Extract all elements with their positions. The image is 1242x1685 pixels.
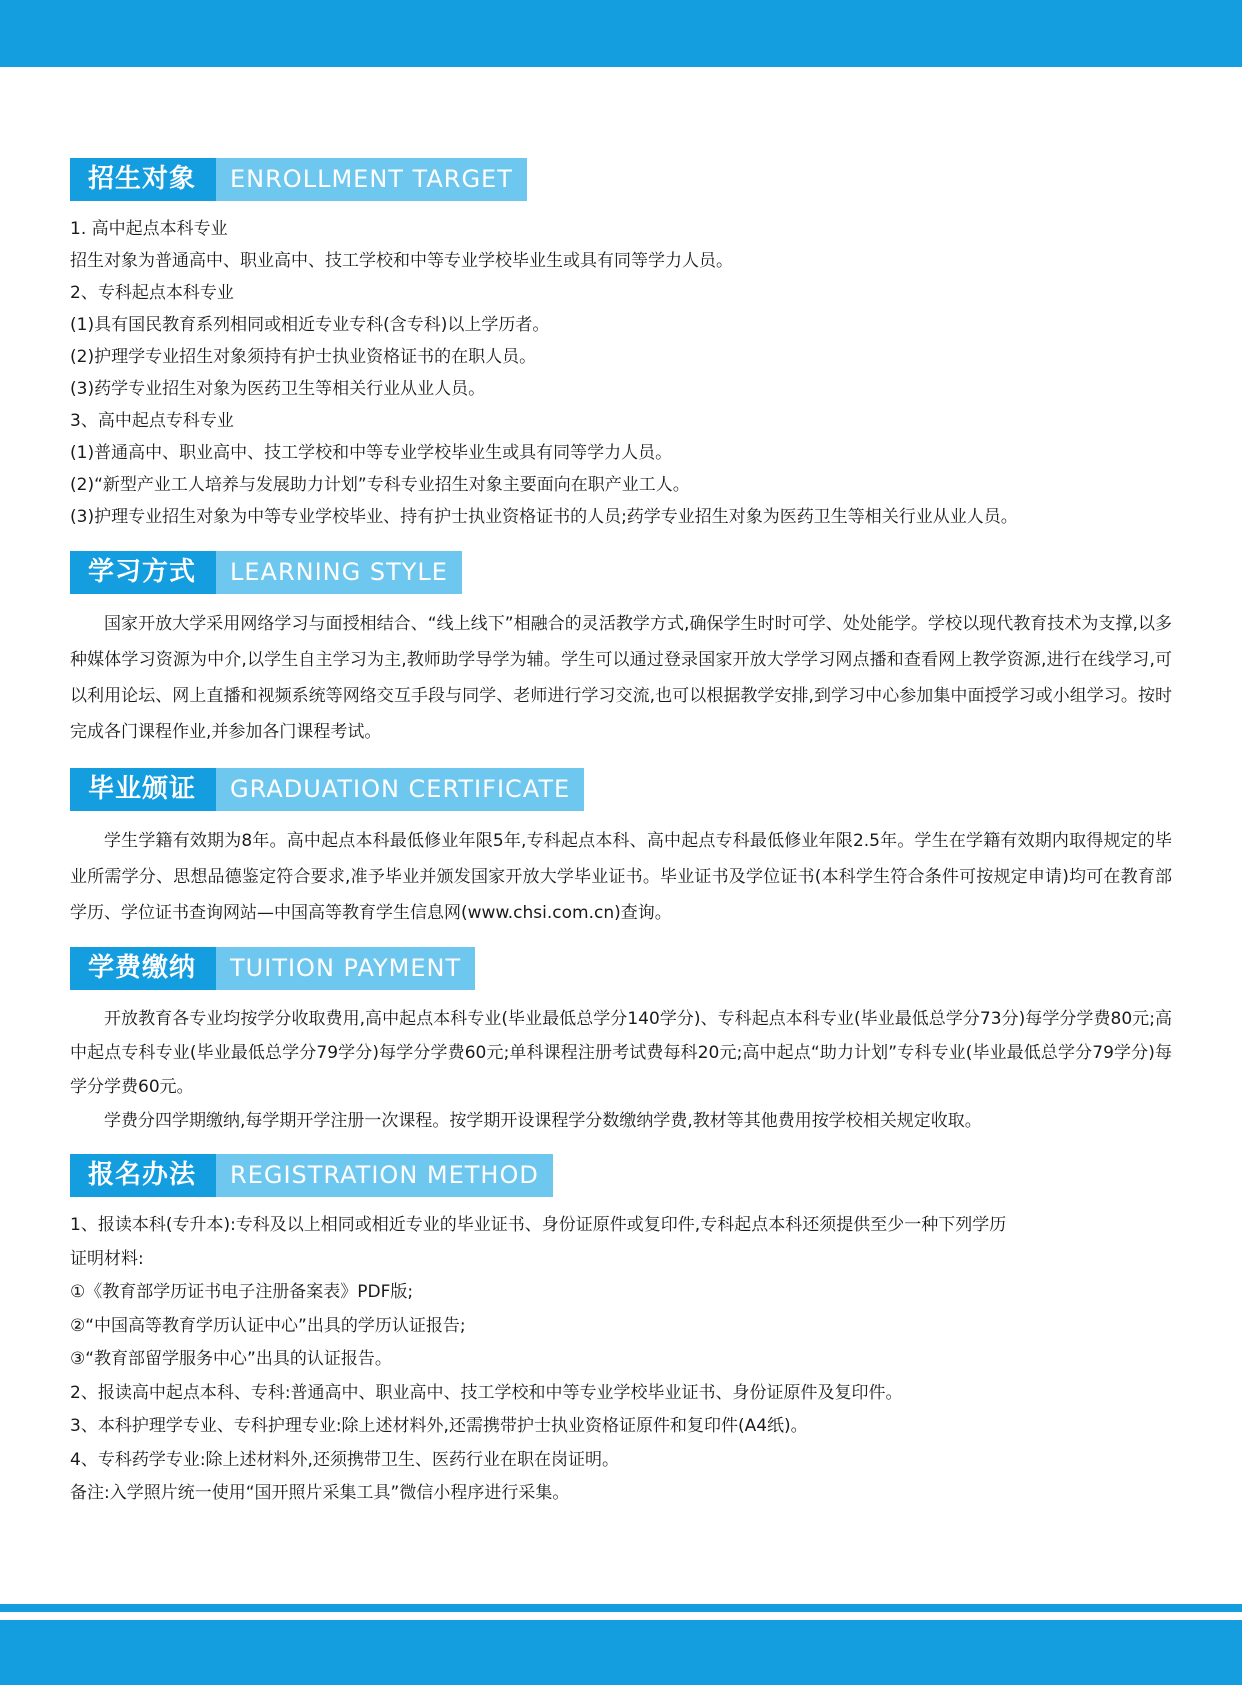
tuition-paragraph: 开放教育各专业均按学分收取费用,高中起点本科专业(毕业最低总学分140学分)、专科起点本科专业(毕业最低总学分73分)每学分学费80元;高中起点专科专业(毕业最低总学分79学分)每学分学费60元;单科课程注册考试费每科20元;高中起点“助力计划”专科专业(毕业最低总学分79学分)每学分学费60元。	[70, 1009, 1172, 1097]
top-banner	[0, 0, 1242, 67]
section-heading	[70, 1154, 1172, 1197]
heading-cn: 学费缴纳	[70, 947, 216, 990]
enroll-line: (1)普通高中、职业高中、技工学校和中等专业学校毕业生或具有同等学力人员。	[70, 443, 673, 463]
section-heading	[70, 551, 1172, 594]
section-heading	[70, 768, 1172, 811]
registration-line: ②“中国高等教育学历认证中心”出具的学历认证报告;	[70, 1315, 466, 1336]
registration-line: 1、报读本科(专升本):专科及以上相同或相近专业的毕业证书、身份证原件或复印件,专科起点本科还须提供至少一种下列学历	[70, 1215, 1007, 1235]
heading-cn: 学习方式	[70, 551, 216, 594]
registration-line: 3、本科护理学专业、专科护理专业:除上述材料外,还需携带护士执业资格证原件和复印件(A4纸)。	[70, 1416, 808, 1436]
section-registration-method	[70, 1154, 1172, 1511]
heading-cn: 招生对象	[70, 158, 216, 201]
heading-en: ENROLLMENT TARGET	[216, 158, 527, 201]
section-heading	[70, 947, 1172, 990]
section-enrollment-target	[70, 158, 1172, 533]
heading-en: GRADUATION CERTIFICATE	[216, 768, 584, 811]
graduation-paragraph: 学生学籍有效期为8年。高中起点本科最低修业年限5年,专科起点本科、高中起点专科最低修业年限2.5年。学生在学籍有效期内取得规定的毕业所需学分、思想品德鉴定符合要求,准予毕业并颁发国家开放大学毕业证书。毕业证书及学位证书(本科学生符合条件可按规定申请)均可在教育部学历、学位证书查询网站—中国高等教育学生信息网(www.chsi.com.cn)查询。	[70, 831, 1172, 923]
section-heading	[70, 158, 1172, 201]
registration-line: ③“教育部留学服务中心”出具的认证报告。	[70, 1349, 392, 1369]
enroll-line: (3)护理专业招生对象为中等专业学校毕业、持有护士执业资格证书的人员;药学专业招生对象为医药卫生等相关行业从业人员。	[70, 507, 1018, 527]
heading-cn: 报名办法	[70, 1154, 216, 1197]
registration-line: ①《教育部学历证书电子注册备案表》PDF版;	[70, 1282, 414, 1302]
enroll-line: (2)“新型产业工人培养与发展助力计划”专科专业招生对象主要面向在职产业工人。	[70, 475, 690, 495]
enroll-line: 3、高中起点专科专业	[70, 411, 234, 431]
section-graduation-certificate	[70, 768, 1172, 931]
heading-en: LEARNING STYLE	[216, 551, 462, 594]
section-tuition-payment	[70, 947, 1172, 1138]
learning-paragraph: 国家开放大学采用网络学习与面授相结合、“线上线下”相融合的灵活教学方式,确保学生时时可学、处处能学。学校以现代教育技术为支撑,以多种媒体学习资源为中介,以学生自主学习为主,教师助学导学为辅。学生可以通过登录国家开放大学学习网点播和查看网上教学资源,进行在线学习,可以利用论坛、网上直播和视频系统等网络交互手段与同学、老师进行学习交流,也可以根据教学安排,到学习中心参加集中面授学习或小组学习。按时完成各门课程作业,并参加各门课程考试。	[70, 614, 1172, 742]
registration-line: 4、专科药学专业:除上述材料外,还须携带卫生、医药行业在职在岗证明。	[70, 1449, 619, 1470]
registration-note: 备注:入学照片统一使用“国开照片采集工具”微信小程序进行采集。	[70, 1483, 570, 1503]
tuition-paragraph: 学费分四学期缴纳,每学期开学注册一次课程。按学期开设课程学分数缴纳学费,教材等其他费用按学校相关规定收取。	[104, 1111, 982, 1131]
heading-cn: 毕业颁证	[70, 768, 216, 811]
heading-en: TUITION PAYMENT	[216, 947, 475, 990]
enroll-line: 2、专科起点本科专业	[70, 283, 234, 303]
heading-en: REGISTRATION METHOD	[216, 1154, 553, 1197]
section-learning-style	[70, 551, 1172, 750]
enroll-line: (2)护理学专业招生对象须持有护士执业资格证书的在职人员。	[70, 347, 537, 367]
main-content	[70, 158, 1172, 1511]
enroll-line: 招生对象为普通高中、职业高中、技工学校和中等专业学校毕业生或具有同等学力人员。	[70, 251, 733, 271]
enroll-line: (1)具有国民教育系列相同或相近专业专科(含专科)以上学历者。	[70, 315, 550, 335]
enroll-line: (3)药学专业招生对象为医药卫生等相关行业从业人员。	[70, 379, 486, 399]
registration-line: 2、报读高中起点本科、专科:普通高中、职业高中、技工学校和中等专业学校毕业证书、身份证原件及复印件。	[70, 1382, 903, 1403]
bottom-banner	[0, 1620, 1242, 1685]
registration-line: 证明材料:	[70, 1248, 144, 1269]
bottom-divider	[0, 1604, 1242, 1612]
enroll-line: 1. 高中起点本科专业	[70, 219, 228, 239]
